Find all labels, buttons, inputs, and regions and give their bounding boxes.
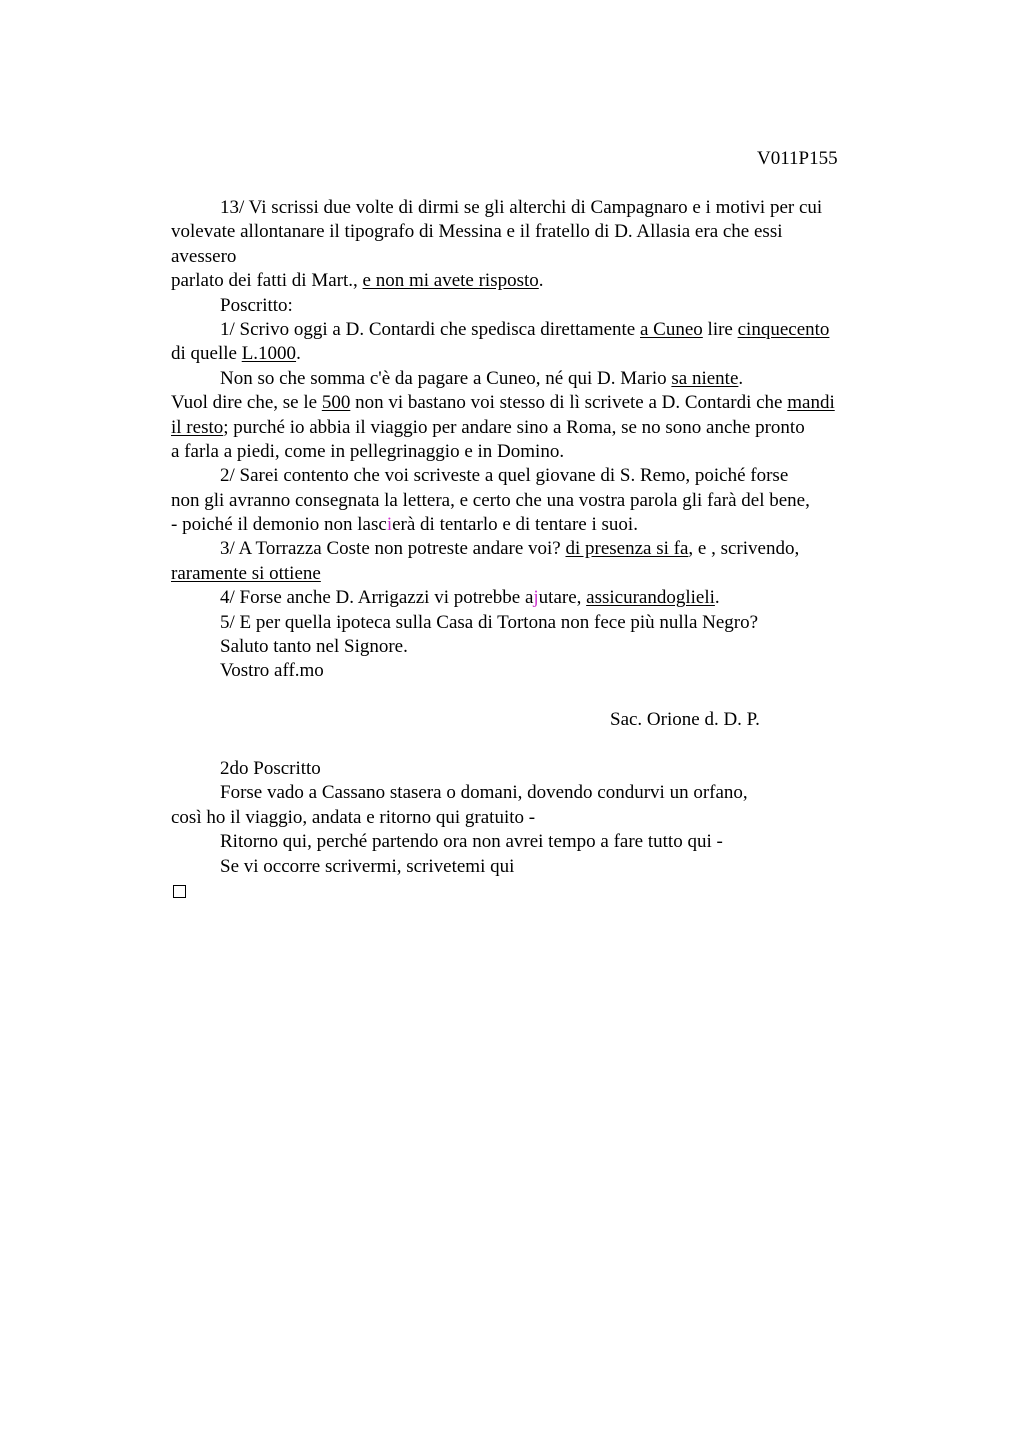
end-mark-row [171, 879, 901, 903]
second-postscript-line-1: Forse vado a Cassano stasera o domani, dovendo condurvi un orfano, [220, 782, 748, 804]
underlined-phrase: 500 [321, 392, 351, 414]
paragraph-13-line-4: parlato dei fatti di Mart., e non mi avete risposto. [171, 270, 544, 292]
underlined-phrase: il resto [171, 416, 224, 438]
spacer [171, 733, 901, 757]
underlined-phrase: cinquecento [737, 318, 830, 340]
paragraph-13-line-3: avessero [171, 245, 237, 267]
non-so-line-4: a farla a piedi, come in pellegrinaggio e in Domino. [171, 440, 565, 462]
underlined-phrase: raramente si ottiene [171, 562, 321, 584]
postscript-5: 5/ E per quella ipoteca sulla Casa di Tortona non fece più nulla Negro? [220, 611, 759, 633]
second-postscript-line-3: Ritorno qui, perché partendo ora non avrei tempo a fare tutto qui - [220, 831, 723, 853]
postscript-3-line-2 [171, 562, 901, 586]
underlined-phrase: di presenza si fa [565, 538, 689, 560]
spacer [171, 684, 901, 708]
closing: Vostro aff.mo [220, 660, 324, 682]
postscript-1-line-1: 1/ Scrivo oggi a D. Contardi che spedisca direttamente a Cuneo lire cinquecento [220, 318, 830, 340]
second-postscript-heading: 2do Poscritto [220, 757, 321, 779]
postscript-4: 4/ Forse anche D. Arrigazzi vi potrebbe ajutare, assicurandoglieli. [220, 587, 720, 609]
correction-mark: i [386, 514, 393, 536]
postscript-2-line-2: non gli avranno consegnata la lettera, e certo che una vostra parola gli farà del bene, [171, 489, 810, 511]
letter-body [171, 196, 901, 903]
postscript-1-line-2: di quelle L.1000. [171, 343, 301, 365]
non-so-line-1: Non so che somma c'è da pagare a Cuneo, né qui D. Mario sa niente. [220, 367, 744, 389]
correction-mark: j [533, 587, 539, 609]
underlined-phrase: a Cuneo [640, 318, 703, 340]
postscript-3-line-1: 3/ A Torrazza Coste non potreste andare voi? di presenza si fa, e , scrivendo, [220, 538, 800, 560]
second-postscript-line-2: così ho il viaggio, andata e ritorno qui gratuito - [171, 806, 536, 828]
underlined-phrase: sa niente [671, 367, 739, 389]
underlined-phrase: e non mi avete risposto [362, 270, 539, 292]
end-box-icon [173, 885, 186, 898]
underlined-phrase: L.1000 [241, 343, 297, 365]
paragraph-13-line-2: volevate allontanare il tipografo di Messina e il fratello di D. Allasia era che essi [171, 221, 783, 243]
non-so-line-2: Vuol dire che, se le 500 non vi bastano voi stesso di lì scrivete a D. Contardi che mandi [171, 392, 835, 414]
page-id: V011P155 [757, 148, 838, 169]
non-so-line-3: il resto; purché io abbia il viaggio per andare sino a Roma, se no sono anche pronto [171, 416, 805, 438]
paragraph-13-line-1: 13/ Vi scrissi due volte di dirmi se gli alterchi di Campagnaro e i motivi per cui [220, 197, 823, 218]
underlined-phrase: assicurandoglieli [586, 587, 715, 609]
greeting: Saluto tanto nel Signore. [220, 636, 408, 658]
signature: Sac. Orione d. D. P. [610, 709, 760, 731]
poscritto-heading: Poscritto: [220, 294, 293, 316]
second-postscript-line-4: Se vi occorre scrivermi, scrivetemi qui [220, 855, 515, 877]
postscript-2-line-1: 2/ Sarei contento che voi scriveste a quel giovane di S. Remo, poiché forse [220, 465, 789, 487]
underlined-phrase: mandi [787, 392, 835, 414]
postscript-2-line-3: - poiché il demonio non lascierà di tentarlo e di tentare i suoi. [171, 514, 638, 536]
